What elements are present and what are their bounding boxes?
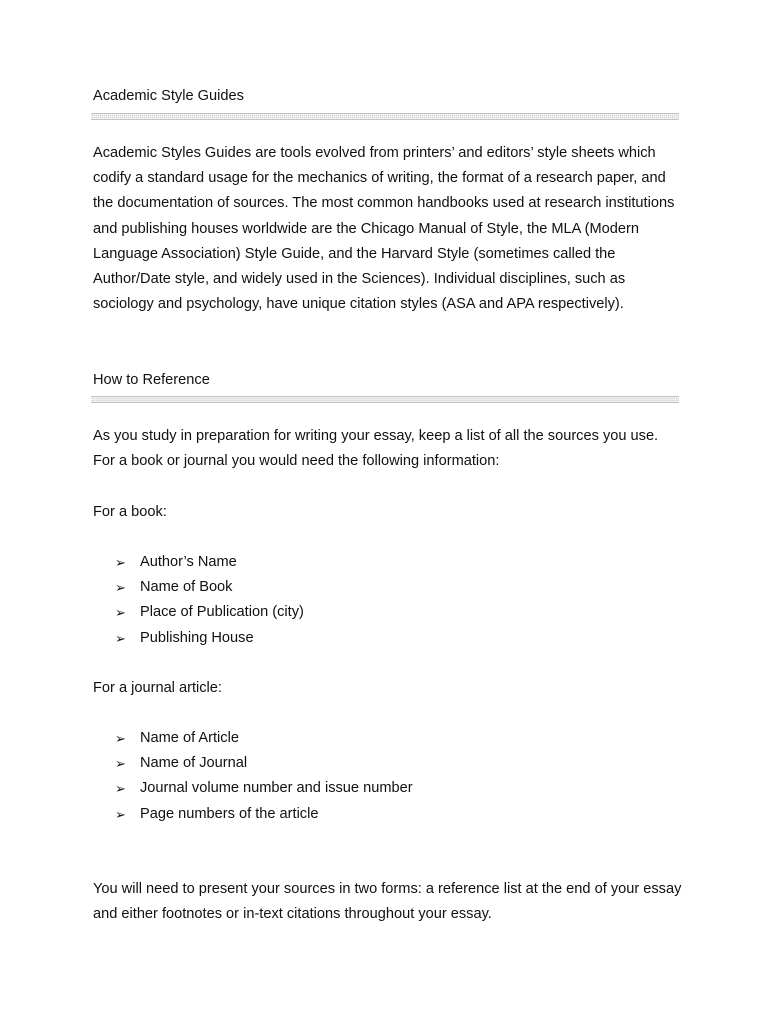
list-item: ➢ Name of Journal [115, 751, 413, 776]
paragraph-style-guides: Academic Styles Guides are tools evolved from printers’ and editors’ style sheets which codify a standard usage for the mechanics of writing, the format of a research paper, and the documentation of sources. The most common handbooks used at research institutions and publishing houses worldwide are the Chicago Manual of Style, the MLA (Modern Language Association) Style Guide, and the Harvard Style (sometimes called the Author/Date style, and widely used in the Sciences). Individual disciplines, such as sociology and psychology, have unique citation styles (ASA and APA respectively). [93, 145, 675, 313]
list-item: ➢ Publishing House [115, 626, 304, 651]
section-heading-academic-style-guides: Academic Style Guides [93, 88, 244, 104]
label-for-a-book: For a book: [93, 504, 167, 520]
section-heading-how-to-reference: How to Reference [93, 372, 210, 388]
book-info-list [115, 550, 304, 651]
list-item: ➢ Journal volume number and issue number [115, 776, 413, 801]
list-item: ➢ Author’s Name [115, 550, 304, 575]
arrow-bullet-icon: ➢ [115, 580, 126, 596]
section-divider [91, 396, 679, 403]
paragraph-intro: As you study in preparation for writing your essay, keep a list of all the sources you use. For a book or journal you would need the following information: [93, 428, 659, 470]
list-item: ➢ Name of Article [115, 726, 413, 751]
arrow-bullet-icon: ➢ [115, 555, 126, 570]
arrow-bullet-icon: ➢ [115, 806, 126, 822]
arrow-bullet-icon: ➢ [115, 605, 126, 621]
arrow-bullet-icon: ➢ [115, 630, 126, 646]
section-divider [91, 113, 679, 120]
arrow-bullet-icon: ➢ [115, 731, 126, 746]
journal-info-list [115, 726, 413, 827]
label-for-a-journal-article: For a journal article: [93, 680, 222, 696]
list-item: ➢ Place of Publication (city) [115, 600, 304, 625]
arrow-bullet-icon: ➢ [115, 756, 126, 772]
list-item: ➢ Name of Book [115, 575, 304, 600]
arrow-bullet-icon: ➢ [115, 781, 126, 797]
list-item: ➢ Page numbers of the article [115, 802, 413, 827]
paragraph-closing: You will need to present your sources in two forms: a reference list at the end of your essay and either footnotes or in-text citations throughout your essay. [93, 881, 682, 923]
